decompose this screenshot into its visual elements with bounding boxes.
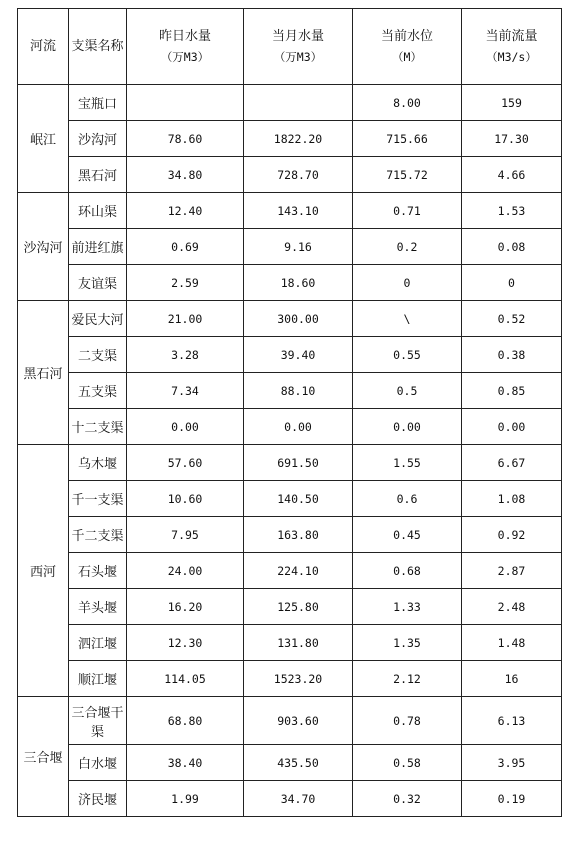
- month-value-cell: 88.10: [244, 373, 353, 409]
- level-value-cell: 715.72: [353, 157, 462, 193]
- level-value-cell: 0.32: [353, 781, 462, 817]
- month-value-cell: 131.80: [244, 625, 353, 661]
- canal-name-cell: 前进红旗: [69, 229, 127, 265]
- level-value-cell: 1.55: [353, 445, 462, 481]
- table-row: [18, 409, 562, 445]
- river-name-cell: 岷江: [18, 85, 69, 193]
- river-name-cell: 西河: [18, 445, 69, 697]
- river-name-cell: 沙沟河: [18, 193, 69, 301]
- canal-name-cell: 三合堰干渠: [69, 697, 127, 745]
- flow-value-cell: 0.00: [462, 409, 562, 445]
- yesterday-value-cell: 7.34: [127, 373, 244, 409]
- table-row: [18, 517, 562, 553]
- table-row: [18, 697, 562, 745]
- yesterday-value-cell: 1.99: [127, 781, 244, 817]
- level-value-cell: 0.58: [353, 745, 462, 781]
- canal-name-cell: 白水堰: [69, 745, 127, 781]
- flow-value-cell: 6.13: [462, 697, 562, 745]
- yesterday-value-cell: 7.95: [127, 517, 244, 553]
- month-value-cell: 163.80: [244, 517, 353, 553]
- yesterday-value-cell: 2.59: [127, 265, 244, 301]
- level-value-cell: 1.35: [353, 625, 462, 661]
- table-row: [18, 301, 562, 337]
- flow-value-cell: 0.08: [462, 229, 562, 265]
- canal-name-cell: 爱民大河: [69, 301, 127, 337]
- header-flow-unit: （M3/s）: [486, 49, 537, 64]
- canal-name-cell: 宝瓶口: [69, 85, 127, 121]
- header-level: [353, 9, 462, 85]
- table-row: [18, 229, 562, 265]
- canal-name-cell: 十二支渠: [69, 409, 127, 445]
- water-data-table: [17, 8, 562, 817]
- canal-name-cell: 环山渠: [69, 193, 127, 229]
- canal-name-cell: 羊头堰: [69, 589, 127, 625]
- month-value-cell: 1822.20: [244, 121, 353, 157]
- flow-value-cell: 1.48: [462, 625, 562, 661]
- header-level-label: 当前水位: [380, 28, 433, 44]
- table-row: [18, 589, 562, 625]
- level-value-cell: 0.55: [353, 337, 462, 373]
- header-yesterday-unit: （万M3）: [160, 49, 210, 64]
- flow-value-cell: 0.19: [462, 781, 562, 817]
- table-row: [18, 445, 562, 481]
- table-row: [18, 481, 562, 517]
- month-value-cell: 140.50: [244, 481, 353, 517]
- yesterday-value-cell: 3.28: [127, 337, 244, 373]
- month-value-cell: 435.50: [244, 745, 353, 781]
- level-value-cell: 1.33: [353, 589, 462, 625]
- table-row: [18, 553, 562, 589]
- canal-name-cell: 泗江堰: [69, 625, 127, 661]
- flow-value-cell: 2.87: [462, 553, 562, 589]
- flow-value-cell: 0.38: [462, 337, 562, 373]
- month-value-cell: 728.70: [244, 157, 353, 193]
- level-value-cell: \: [353, 301, 462, 337]
- table-row: [18, 781, 562, 817]
- table-row: [18, 373, 562, 409]
- month-value-cell: 903.60: [244, 697, 353, 745]
- level-value-cell: 715.66: [353, 121, 462, 157]
- canal-name-cell: 石头堰: [69, 553, 127, 589]
- table-row: [18, 337, 562, 373]
- month-value-cell: 125.80: [244, 589, 353, 625]
- header-canal: 支渠名称: [69, 9, 127, 85]
- flow-value-cell: 0.52: [462, 301, 562, 337]
- level-value-cell: 0.71: [353, 193, 462, 229]
- flow-value-cell: 2.48: [462, 589, 562, 625]
- header-level-unit: （M）: [392, 49, 422, 64]
- level-value-cell: 0.6: [353, 481, 462, 517]
- canal-name-cell: 二支渠: [69, 337, 127, 373]
- table-body: [18, 85, 562, 817]
- yesterday-value-cell: 38.40: [127, 745, 244, 781]
- flow-value-cell: 1.08: [462, 481, 562, 517]
- month-value-cell: 39.40: [244, 337, 353, 373]
- canal-name-cell: 千一支渠: [69, 481, 127, 517]
- flow-value-cell: 0.92: [462, 517, 562, 553]
- month-value-cell: 691.50: [244, 445, 353, 481]
- level-value-cell: 0.68: [353, 553, 462, 589]
- month-value-cell: 143.10: [244, 193, 353, 229]
- yesterday-value-cell: 10.60: [127, 481, 244, 517]
- yesterday-value-cell: [127, 85, 244, 121]
- level-value-cell: 0: [353, 265, 462, 301]
- header-month-label: 当月水量: [271, 28, 324, 44]
- yesterday-value-cell: 24.00: [127, 553, 244, 589]
- header-yesterday-label: 昨日水量: [158, 28, 211, 44]
- header-month-unit: （万M3）: [273, 49, 323, 64]
- yesterday-value-cell: 0.00: [127, 409, 244, 445]
- flow-value-cell: 3.95: [462, 745, 562, 781]
- flow-value-cell: 17.30: [462, 121, 562, 157]
- table-row: [18, 745, 562, 781]
- canal-name-cell: 友谊渠: [69, 265, 127, 301]
- header-river: 河流: [18, 9, 69, 85]
- month-value-cell: 1523.20: [244, 661, 353, 697]
- header-row: [18, 9, 562, 85]
- header-yesterday: [127, 9, 244, 85]
- flow-value-cell: 1.53: [462, 193, 562, 229]
- yesterday-value-cell: 57.60: [127, 445, 244, 481]
- month-value-cell: 0.00: [244, 409, 353, 445]
- level-value-cell: 0.45: [353, 517, 462, 553]
- yesterday-value-cell: 78.60: [127, 121, 244, 157]
- canal-name-cell: 千二支渠: [69, 517, 127, 553]
- month-value-cell: 18.60: [244, 265, 353, 301]
- canal-name-cell: 顺江堰: [69, 661, 127, 697]
- month-value-cell: 224.10: [244, 553, 353, 589]
- level-value-cell: 8.00: [353, 85, 462, 121]
- month-value-cell: [244, 85, 353, 121]
- flow-value-cell: 6.67: [462, 445, 562, 481]
- flow-value-cell: 0.85: [462, 373, 562, 409]
- header-flow: [462, 9, 562, 85]
- yesterday-value-cell: 16.20: [127, 589, 244, 625]
- flow-value-cell: 4.66: [462, 157, 562, 193]
- yesterday-value-cell: 114.05: [127, 661, 244, 697]
- header-flow-label: 当前流量: [485, 28, 538, 44]
- table-row: [18, 265, 562, 301]
- yesterday-value-cell: 21.00: [127, 301, 244, 337]
- flow-value-cell: 0: [462, 265, 562, 301]
- canal-name-cell: 沙沟河: [69, 121, 127, 157]
- table-row: [18, 661, 562, 697]
- canal-name-cell: 黑石河: [69, 157, 127, 193]
- table-row: [18, 157, 562, 193]
- table-row: [18, 193, 562, 229]
- level-value-cell: 0.2: [353, 229, 462, 265]
- level-value-cell: 0.5: [353, 373, 462, 409]
- yesterday-value-cell: 68.80: [127, 697, 244, 745]
- yesterday-value-cell: 34.80: [127, 157, 244, 193]
- month-value-cell: 34.70: [244, 781, 353, 817]
- canal-name-cell: 五支渠: [69, 373, 127, 409]
- month-value-cell: 300.00: [244, 301, 353, 337]
- canal-name-cell: 乌木堰: [69, 445, 127, 481]
- level-value-cell: 2.12: [353, 661, 462, 697]
- table-row: [18, 625, 562, 661]
- yesterday-value-cell: 0.69: [127, 229, 244, 265]
- canal-name-cell: 济民堰: [69, 781, 127, 817]
- river-name-cell: 黑石河: [18, 301, 69, 445]
- flow-value-cell: 16: [462, 661, 562, 697]
- yesterday-value-cell: 12.30: [127, 625, 244, 661]
- level-value-cell: 0.00: [353, 409, 462, 445]
- level-value-cell: 0.78: [353, 697, 462, 745]
- flow-value-cell: 159: [462, 85, 562, 121]
- table-row: [18, 85, 562, 121]
- table-row: [18, 121, 562, 157]
- month-value-cell: 9.16: [244, 229, 353, 265]
- header-month: [244, 9, 353, 85]
- yesterday-value-cell: 12.40: [127, 193, 244, 229]
- river-name-cell: 三合堰: [18, 697, 69, 817]
